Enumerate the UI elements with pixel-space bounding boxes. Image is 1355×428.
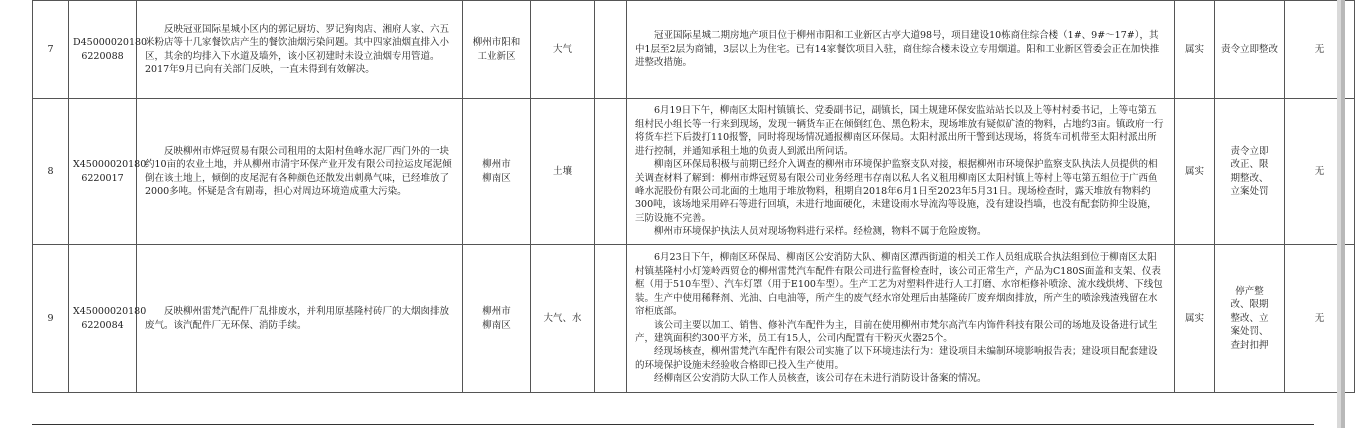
empty-cell	[595, 245, 627, 393]
row-number: 8	[33, 99, 69, 245]
complaint-content: 反映冠亚国际星城小区内的郭记厨坊、罗记狗肉店、湘府人家、六五米粉店等十几家餐饮店产生的餐饮油烟污染问题。其中四家油烟直排入小区，其余的均排入下水道及墙外，该小区初建时未设立油烟专用管道。2017年9月已向有关部门反映，一直未得到有效解决。	[137, 1, 463, 99]
case-code	[69, 99, 147, 245]
row-number: 7	[33, 1, 69, 99]
investigation-result	[627, 245, 1175, 393]
district	[463, 1, 531, 99]
case-code-line2: 6220084	[81, 319, 124, 331]
page-bottom-rule	[32, 424, 1314, 425]
case-code-line1: X45000020180	[73, 306, 147, 318]
case-code	[69, 245, 147, 393]
empty-cell	[595, 1, 627, 99]
case-code	[69, 1, 148, 99]
verdict: 属实	[1175, 99, 1215, 245]
verdict: 属实	[1175, 1, 1215, 99]
accountability: 无	[1285, 1, 1355, 99]
case-code-line2: 6220017	[81, 172, 124, 184]
handling-measures: 责令立即改正、限期整改、立案处罚	[1215, 99, 1285, 245]
verdict: 属实	[1175, 245, 1215, 393]
viewer-scrollbar-thumb[interactable]	[1341, 0, 1345, 428]
result-paragraph: 冠亚国际星城二期房地产项目位于柳州市阳和工业新区古亭大道98号，项目建设10栋商住综合楼（1#、9#～17#），其中1层至2层为商铺，3层以上为住宅。已有14家餐饮项目入驻，商住综合楼未设立专用烟道。阳和工业新区管委会正在加快推进整改措施。	[635, 30, 1160, 69]
investigation-result	[627, 99, 1175, 245]
case-code-line2: 6220088	[81, 50, 124, 62]
district	[463, 245, 531, 393]
row-number: 9	[33, 245, 69, 393]
empty-cell	[595, 99, 627, 245]
accountability: 无	[1285, 245, 1355, 393]
result-paragraph: 经柳南区公安消防大队工作人员核查，该公司存在未进行消防设计备案的情况。	[654, 373, 987, 385]
result-paragraph: 柳州市环境保护执法人员对现场物料进行采样。经检测，物料不属于危险废物。	[654, 226, 987, 238]
district-line2: 柳南区	[482, 319, 511, 331]
investigation-result	[627, 1, 1175, 99]
accountability: 无	[1285, 99, 1355, 245]
table-row	[33, 99, 1355, 245]
complaint-content: 反映柳州市烨冠贸易有限公司租用的太阳村鱼峰水泥厂西门外的一块约10亩的农业土地，并从柳州市清宇环保产业开发有限公司拉运皮尾泥倾倒在该土地上，倾倒的皮尾泥有各种颜色还散发出刺鼻气味，已经堆放了2000多吨。怀疑是含有剧毒，担心对周边环境造成重大污染。	[137, 99, 463, 245]
result-paragraph: 该公司主要以加工、销售、修补汽车配件为主，目前在使用柳州市梵尔高汽车内饰件科技有限公司的场地及设备进行试生产，建筑面积约300平方米，员工有15人，公司内配置有干粉灭火器25个。	[635, 319, 1158, 344]
complaint-content: 反映柳州雷梵汽配件厂乱排废水，并利用原基隆村砖厂的大烟囱排放废气。该汽配件厂无环保、消防手续。	[137, 245, 463, 393]
handling-measures: 责令立即整改	[1215, 1, 1285, 99]
district-line1: 柳州市	[482, 159, 511, 171]
pollution-type: 大气	[531, 1, 595, 99]
handling-measures: 停产整改、限期整改、立案处罚、查封扣押	[1215, 245, 1285, 393]
district-line2: 柳南区	[482, 172, 511, 184]
district-line2: 工业新区	[477, 50, 516, 62]
result-paragraph: 经现场核查，柳州雷梵汽车配件有限公司实施了以下环境违法行为：建设项目未编制环境影响报告表；建设项目配套建设的环境保护设施未经验收合格即已投入生产使用。	[635, 346, 1158, 371]
result-paragraph: 柳南区环保局积极与前期已经介入调查的柳州市环境保护监察支队对接，根据柳州市环境保护监察支队执法人员提供的相关调查材料了解到：柳州市烨冠贸易有限公司业务经理韦存南以私人名义租用柳南区太阳村镇上等村上等屯第五组位于广西鱼峰水泥股份有限公司北面的土地用于堆放物料，租期自2018年6月1日至2023年5月31日。现场检查时，露天堆放有物料约300吨，该场地采用碎石等进行回填，未进行地面硬化，未建设雨水导流沟等设施，没有建设挡墙，也没有配套防抑尘设施，三防设施不完善。	[635, 159, 1158, 224]
case-code-line1: D45000020180	[73, 37, 148, 49]
result-paragraph: 6月19日下午，柳南区太阳村镇镇长、党委副书记，副镇长，国土规建环保安监站站长以及上等村村委书记，上等屯第五组村民小组长等一行来到现场，发现一辆货车正在倾倒红色、黑色粉末，现场堆放有疑似矿渣的物料，占地约3亩。镇政府一行将货车拦下后拨打110报警，同时将现场情况通报柳南区环保局。太阳村派出所干警到达现场，将货车司机带至太阳村派出所进行控制，并通知承租土地的负责人到派出所问话。	[635, 105, 1164, 157]
district-line1: 柳州市阳和	[472, 37, 521, 49]
result-paragraph: 6月23日下午，柳南区环保局、柳南区公安消防大队、柳南区潭西街道的相关工作人员组成联合执法组到位于柳南区太阳村镇基隆村小灯笼岭西贸仓的柳州雷梵汽车配件有限公司进行监督检查时，该公司正常生产，产品为C180S面盖和支架、仪表框（用于510车型）、汽车灯罩（用于E100车型）。生产工艺为对塑料件进行人工打磨、水帘柜修补喷涂、流水线烘烤、下线包装。生产中使用稀释剂、光油、白电油等，所产生的废气经水帘处理后由基隆砖厂废弃烟囱排放，所产生的喷涂残渣残留在水帘柜底部。	[635, 252, 1163, 318]
district	[463, 99, 531, 245]
pollution-type: 大气、水	[531, 245, 595, 393]
table-row	[33, 245, 1355, 393]
table-row	[33, 1, 1355, 99]
district-line1: 柳州市	[482, 306, 511, 318]
case-code-line1: X45000020180	[73, 159, 147, 171]
pollution-type: 土壤	[531, 99, 595, 245]
complaint-table	[32, 0, 1355, 393]
